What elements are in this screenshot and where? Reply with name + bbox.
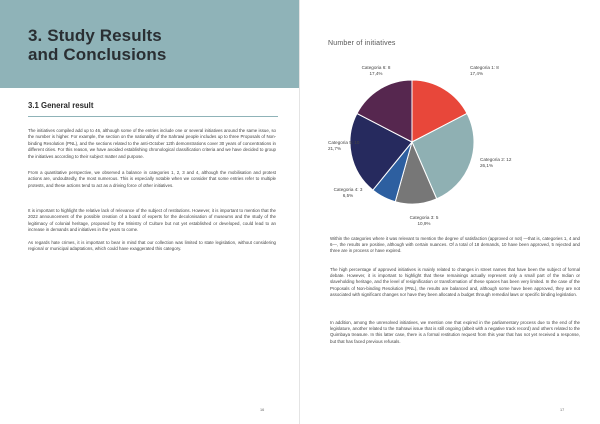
paragraph: The initiatives compiled add up to 46, although some of the entries include one or several initiatives around the same issue, so the number is higher. For example, the section on the nationality of the Sahrawi people includes up to three Proposals of Non-binding Resolution (PNL), and the sections related to the anti-October 12th demonstrations cover 30 years of concentrations in different cities. For this reason, we have avoided establishing chronological classification criteria and we have decided to group the initiatives according to their subject matter and purpose. xyxy=(28,128,276,159)
chart-title: Number of initiatives xyxy=(328,40,396,47)
page-number: 17 xyxy=(560,408,565,412)
pie-slice-percent: 6,5% xyxy=(342,193,354,198)
pie-slice-percent: 17,4% xyxy=(369,71,383,76)
paragraph: The high percentage of approved initiatives is mainly related to changes in street names that have been the subject of formal debate. However, it is important to highlight that these remainings actually represent only a small part of the Indian or slaveholding heritage, and the level of resignification or transformation of these spaces has been very limited. In the case of the Proposals of Non-binding Resolution (PNL), the results are balanced and, although some have been approved, they are not associated with significant changes nor have they been allocated a budget through remedial laws or specific binding legislation. xyxy=(330,267,580,297)
pie-slice-label: Categoria 3: 5 xyxy=(409,215,439,220)
pie-slice-percent: 17,4% xyxy=(470,71,484,76)
pie-slice-label: Categoria 6: 8 xyxy=(361,65,391,70)
chapter-title-line-2: and Conclusions xyxy=(28,45,167,64)
title-band xyxy=(0,0,300,88)
pie-slice-label: Categoria 2: 12 xyxy=(480,157,512,162)
paragraph: In addition, among the unresolved initiatives, we mention one that expired in the parliamentary process due to the end of the legislature, another related to the Sahrawi issue that is still ongoing (albeit with a negative track record) and others related to the Quimbaya treasure. In this latter case, there is a formal restitution request from this year that has not yet received a response, but that has faced previous refusals. xyxy=(330,320,580,344)
paragraph: As regards hate crimes, it is important to bear in mind that our collection was limited to state legislation, without considering regional or municipal adaptations, which could have exaggerated this category. xyxy=(28,240,276,252)
chapter-title xyxy=(28,26,166,64)
section-divider xyxy=(28,116,278,117)
paragraph: Within the categories where it was relevant to mention the degree of satisfaction (approved or not) —that is, categories 1, 4 and 6—, the results are positive, although with certain nuances. Of a total of 18 demands, 10 have been approved, 5 rejected and three are in process or have expired. xyxy=(330,236,580,254)
paragraph: It is important to highlight the relative lack of relevance of the subject of restitutions. However, it is important to mention that the 2022 announcement of the possible creation of a board of experts for the decolonisation of museums and the study of the legitimacy of colonial heritage, proposed by the Ministry of Culture but not yet established or developed, could lead to an increase in demands and initiatives in the years to come. xyxy=(28,208,276,233)
pie-slice-percent: 21,7% xyxy=(328,146,342,151)
paragraph: From a quantitative perspective, we observed a balance in categories 1, 2, 3 and 4, although the mobilisation and protest actions are, undoubtedly, the most numerous. This is especially notable when we consider that some entries refer to multiple protests, and these actions tend to act as a driving force of other initiatives. xyxy=(28,170,276,188)
pie-slice-percent: 10,9% xyxy=(417,221,431,226)
pie-slice-label: Categoria 5: 10 xyxy=(328,140,360,145)
pie-slice-label: Categoria 4: 3 xyxy=(333,187,363,192)
pie-slice-label: Categoria 1: 8 xyxy=(470,65,499,70)
pie-chart xyxy=(320,52,590,226)
section-heading: 3.1 General result xyxy=(28,101,94,110)
pie-slice-percent: 26,1% xyxy=(480,163,494,168)
chapter-title-line-1: 3. Study Results xyxy=(28,26,162,45)
page-number: 16 xyxy=(260,408,265,412)
